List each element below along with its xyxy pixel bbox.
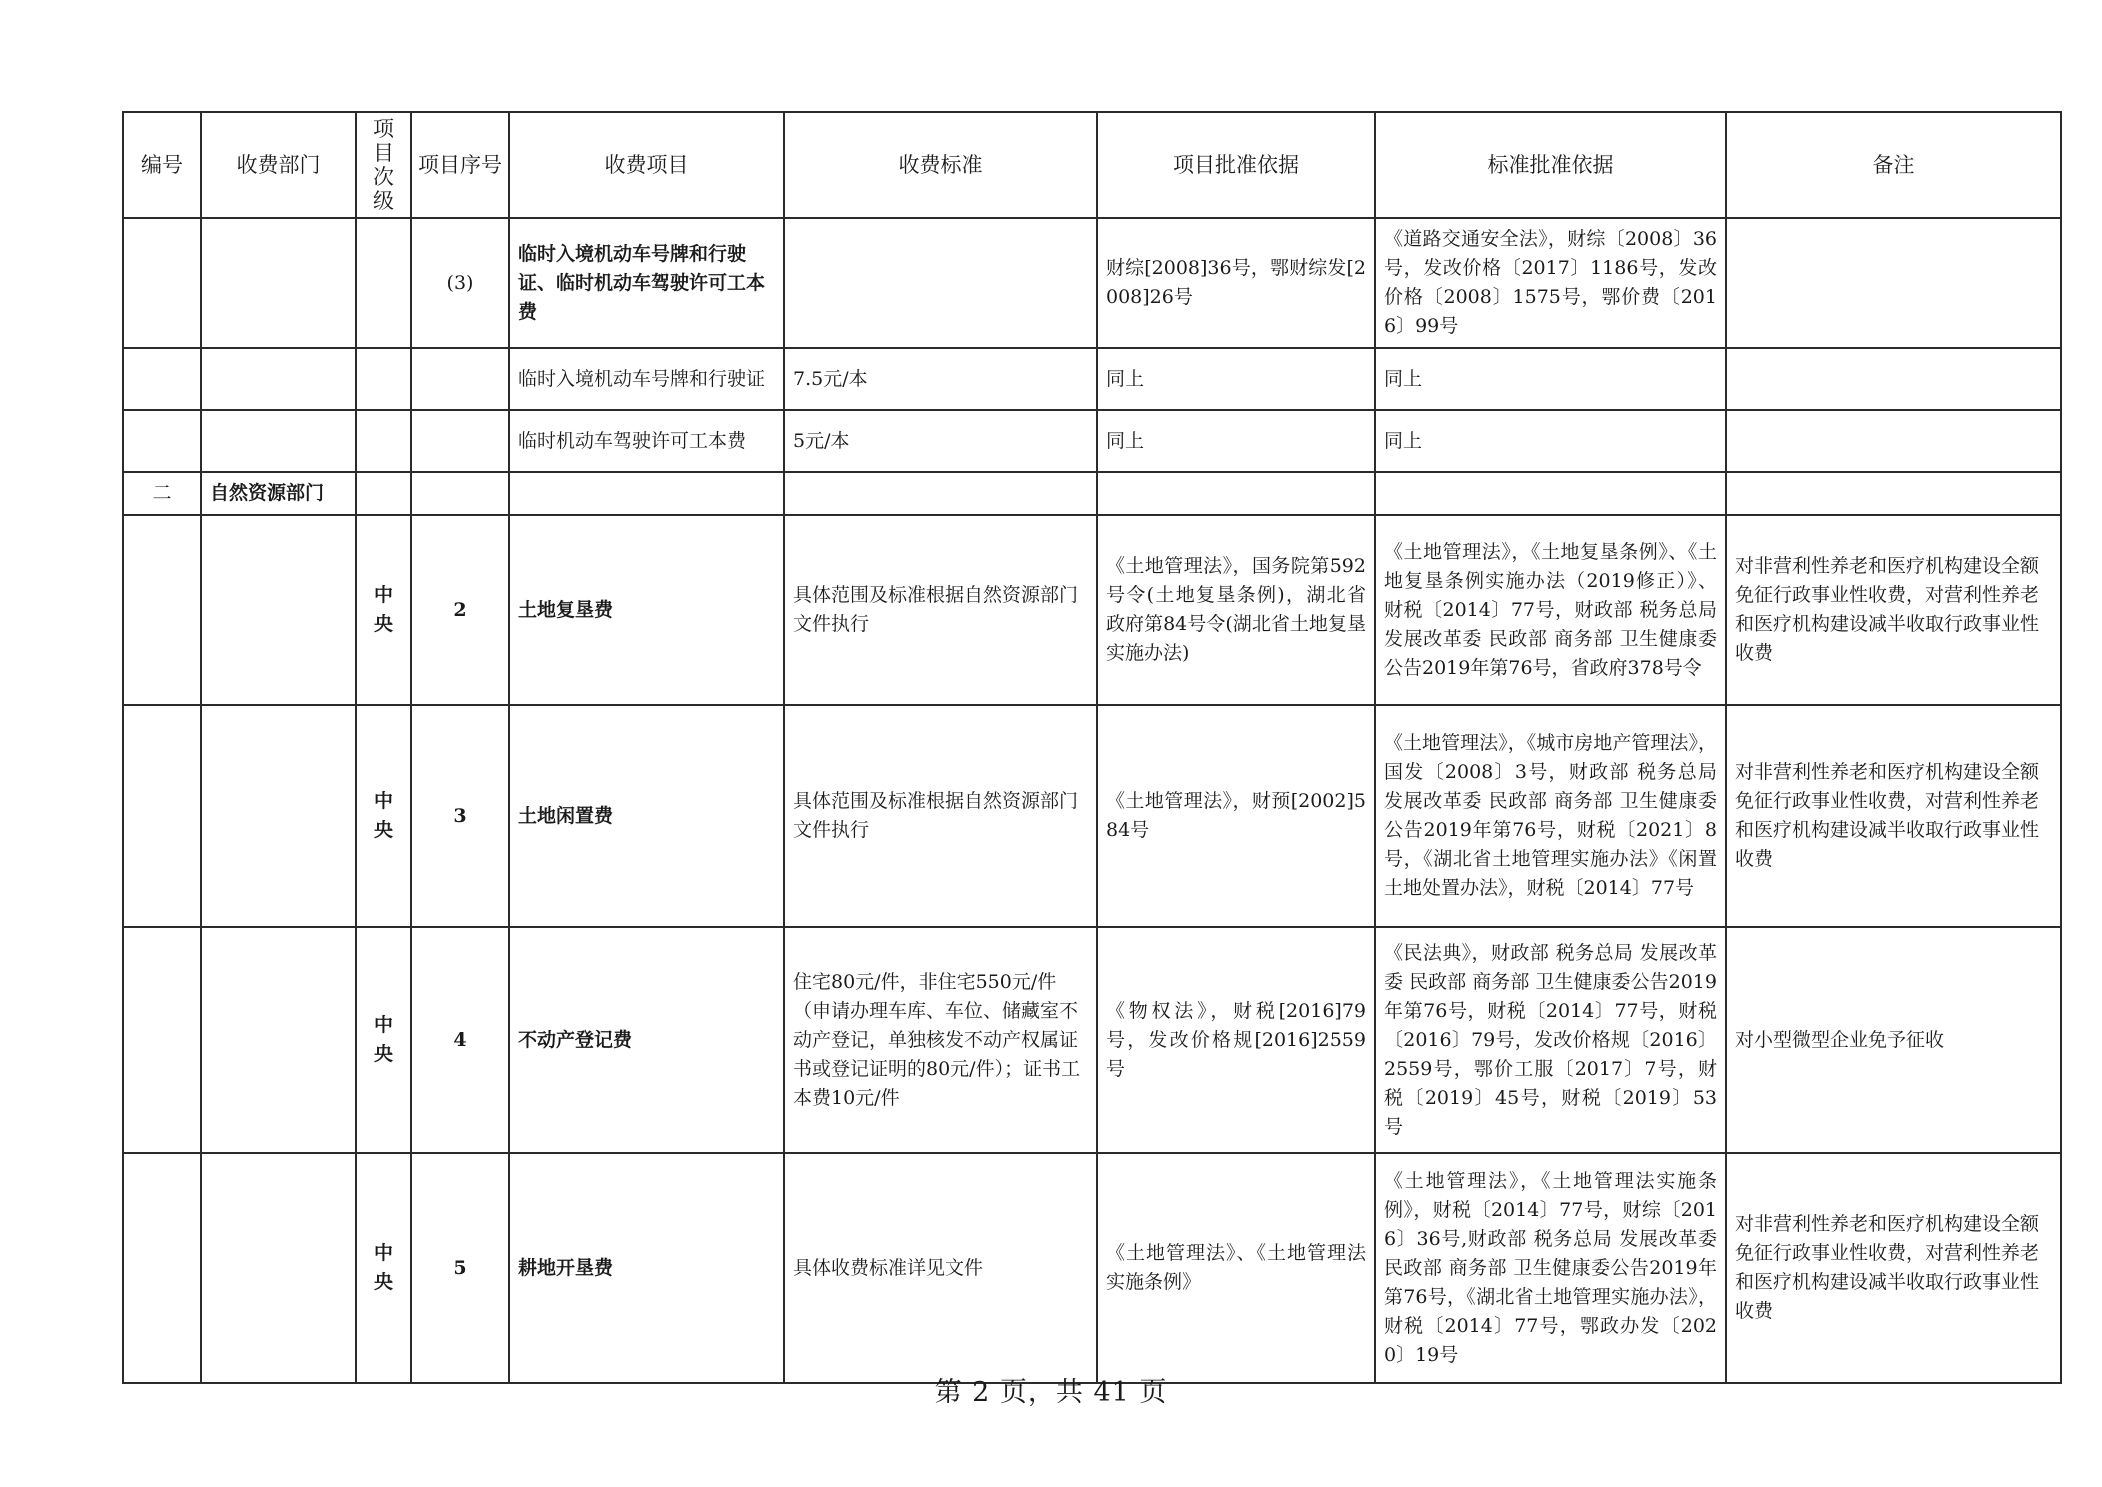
cell-basis-item: 《物权法》，财税[2016]79号，发改价格规[2016]2559号 — [1097, 927, 1375, 1153]
cell-standard: 具体范围及标准根据自然资源部门文件执行 — [784, 515, 1097, 705]
cell-basis-item: 同上 — [1097, 410, 1375, 472]
cell-level: 中央 — [356, 1153, 411, 1383]
cell-no: 二 — [123, 472, 201, 515]
cell-seq — [411, 348, 509, 410]
cell-standard — [784, 472, 1097, 515]
header-seq: 项目序号 — [411, 112, 509, 218]
cell-seq: 4 — [411, 927, 509, 1153]
cell-no — [123, 348, 201, 410]
cell-level: 中央 — [356, 705, 411, 927]
cell-note: 对非营利性养老和医疗机构建设全额免征行政事业性收费，对营利性养老和医疗机构建设减半收取行政事业性收费 — [1726, 705, 2061, 927]
cell-basis-standard: 同上 — [1375, 348, 1726, 410]
header-no: 编号 — [123, 112, 201, 218]
section-row — [123, 472, 2061, 515]
table-row — [123, 927, 2061, 1153]
header-basis-standard: 标准批准依据 — [1375, 112, 1726, 218]
cell-basis-standard — [1375, 472, 1726, 515]
cell-basis-item: 《土地管理法》，财预[2002]584号 — [1097, 705, 1375, 927]
cell-note: 对非营利性养老和医疗机构建设全额免征行政事业性收费，对营利性养老和医疗机构建设减半收取行政事业性收费 — [1726, 1153, 2061, 1383]
cell-dept — [201, 218, 356, 348]
cell-level: 中央 — [356, 515, 411, 705]
cell-level — [356, 472, 411, 515]
cell-seq — [411, 472, 509, 515]
cell-note — [1726, 218, 2061, 348]
cell-dept — [201, 410, 356, 472]
cell-note — [1726, 410, 2061, 472]
cell-standard: 5元/本 — [784, 410, 1097, 472]
cell-basis-standard: 《土地管理法》，《城市房地产管理法》，国发〔2008〕3号，财政部 税务总局 发展改革委 民政部 商务部 卫生健康委公告2019年第76号，财税〔2021〕8号，《湖北省土地管理实施办法》《闲置土地处置办法》，财税〔2014〕77号 — [1375, 705, 1726, 927]
cell-seq: 5 — [411, 1153, 509, 1383]
cell-basis-item: 同上 — [1097, 348, 1375, 410]
table-row — [123, 348, 2061, 410]
cell-dept — [201, 1153, 356, 1383]
header-row — [123, 112, 2061, 218]
table-row — [123, 515, 2061, 705]
cell-item: 土地复垦费 — [509, 515, 784, 705]
cell-seq: 2 — [411, 515, 509, 705]
cell-basis-item: 财综[2008]36号，鄂财综发[2008]26号 — [1097, 218, 1375, 348]
table-row — [123, 218, 2061, 348]
cell-dept — [201, 515, 356, 705]
table-row — [123, 1153, 2061, 1383]
fee-table — [122, 111, 2062, 1384]
cell-dept — [201, 348, 356, 410]
cell-basis-standard: 同上 — [1375, 410, 1726, 472]
cell-level — [356, 410, 411, 472]
cell-basis-standard: 《民法典》，财政部 税务总局 发展改革委 民政部 商务部 卫生健康委公告2019年第76号，财税〔2014〕77号，财税〔2016〕79号，发改价格规〔2016〕2559号，鄂价工服〔2017〕7号，财税〔2019〕45号，财税〔2019〕53号 — [1375, 927, 1726, 1153]
cell-standard: 住宅80元/件，非住宅550元/件（申请办理车库、车位、储藏室不动产登记，单独核发不动产权属证书或登记证明的80元/件）；证书工本费10元/件 — [784, 927, 1097, 1153]
page-number: 第 2 页，共 41 页 — [934, 1377, 1168, 1408]
cell-note: 对非营利性养老和医疗机构建设全额免征行政事业性收费，对营利性养老和医疗机构建设减半收取行政事业性收费 — [1726, 515, 2061, 705]
cell-no — [123, 1153, 201, 1383]
header-standard: 收费标准 — [784, 112, 1097, 218]
cell-item — [509, 472, 784, 515]
cell-dept — [201, 927, 356, 1153]
cell-note — [1726, 472, 2061, 515]
cell-no — [123, 705, 201, 927]
cell-item: 不动产登记费 — [509, 927, 784, 1153]
cell-dept — [201, 705, 356, 927]
cell-standard: 具体收费标准详见文件 — [784, 1153, 1097, 1383]
cell-seq: (3) — [411, 218, 509, 348]
table-row — [123, 410, 2061, 472]
cell-item: 临时入境机动车号牌和行驶证、临时机动车驾驶许可工本费 — [509, 218, 784, 348]
cell-standard: 7.5元/本 — [784, 348, 1097, 410]
cell-level — [356, 348, 411, 410]
cell-item: 耕地开垦费 — [509, 1153, 784, 1383]
cell-item: 临时入境机动车号牌和行驶证 — [509, 348, 784, 410]
cell-standard: 具体范围及标准根据自然资源部门文件执行 — [784, 705, 1097, 927]
cell-seq — [411, 410, 509, 472]
cell-basis-item: 《土地管理法》，国务院第592号令(土地复垦条例)，湖北省政府第84号令(湖北省土地复垦实施办法) — [1097, 515, 1375, 705]
cell-basis-standard: 《道路交通安全法》，财综〔2008〕36号，发改价格〔2017〕1186号，发改价格〔2008〕1575号，鄂价费〔2016〕99号 — [1375, 218, 1726, 348]
cell-basis-standard: 《土地管理法》，《土地管理法实施条例》，财税〔2014〕77号，财综〔2016〕36号,财政部 税务总局 发展改革委 民政部 商务部 卫生健康委公告2019年第76号，《湖北省土地管理实施办法》，财税〔2014〕77号，鄂政办发〔2020〕19号 — [1375, 1153, 1726, 1383]
cell-seq: 3 — [411, 705, 509, 927]
cell-level — [356, 218, 411, 348]
fee-table-sheet — [122, 111, 2060, 1384]
cell-basis-standard: 《土地管理法》，《土地复垦条例》、《土地复垦条例实施办法（2019修正）》、财税〔2014〕77号，财政部 税务总局 发展改革委 民政部 商务部 卫生健康委公告2019年第76号，省政府378号令 — [1375, 515, 1726, 705]
header-level: 项目次级 — [356, 112, 411, 218]
cell-basis-item — [1097, 472, 1375, 515]
cell-item: 临时机动车驾驶许可工本费 — [509, 410, 784, 472]
table-row — [123, 705, 2061, 927]
cell-dept: 自然资源部门 — [201, 472, 356, 515]
cell-level: 中央 — [356, 927, 411, 1153]
header-item: 收费项目 — [509, 112, 784, 218]
cell-no — [123, 218, 201, 348]
header-note: 备注 — [1726, 112, 2061, 218]
cell-item: 土地闲置费 — [509, 705, 784, 927]
cell-basis-item: 《土地管理法》、《土地管理法实施条例》 — [1097, 1153, 1375, 1383]
cell-no — [123, 515, 201, 705]
cell-standard — [784, 218, 1097, 348]
cell-note: 对小型微型企业免予征收 — [1726, 927, 2061, 1153]
cell-note — [1726, 348, 2061, 410]
cell-no — [123, 927, 201, 1153]
header-basis-item: 项目批准依据 — [1097, 112, 1375, 218]
cell-no — [123, 410, 201, 472]
header-dept: 收费部门 — [201, 112, 356, 218]
